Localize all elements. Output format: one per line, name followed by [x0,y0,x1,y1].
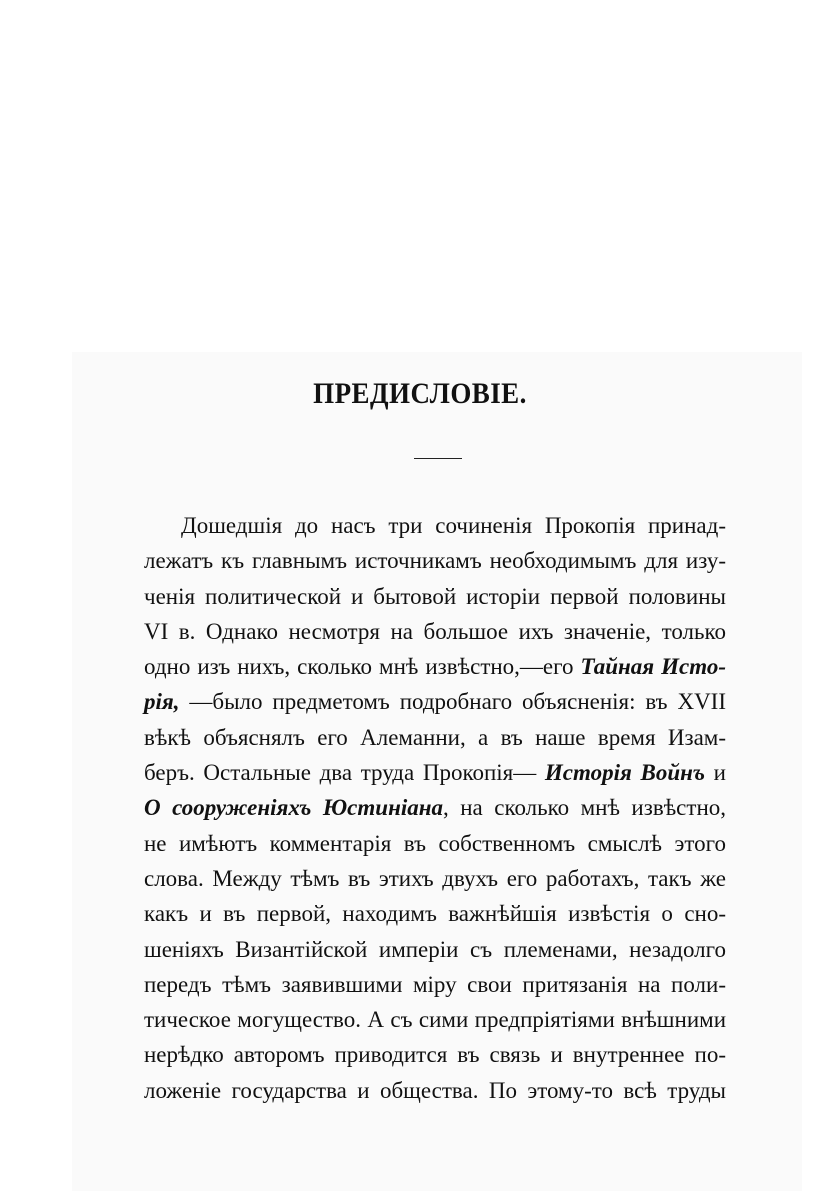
line-text: слова. Между тѣмъ въ этихъ двухъ его работахъ, такъ же [144,865,726,891]
line-text: передъ тѣмъ заявившими міру свои притязанія на поли- [144,971,726,997]
text-line [144,790,726,825]
italic-title-text: рія, [144,689,180,715]
body-paragraph [144,508,726,1108]
line-text: какъ и въ первой, находимъ важнѣйшія извѣстія о сно- [144,901,726,927]
text-line [144,614,726,649]
line-text: VI в. Однако несмотря на большое ихъ значеніе, только [144,618,726,644]
italic-title-text: О сооруженіяхъ Юстиніана [144,795,444,821]
text-line [144,543,726,578]
text-line [144,684,726,719]
line-text: шеніяхъ Византійской имперіи съ племенами, незадолго [144,936,726,962]
text-line [144,755,726,790]
line-text: и [705,760,726,786]
text-line [144,508,726,543]
title-divider [414,458,462,459]
italic-title-text: Тайная Исто- [580,654,726,680]
line-text: не имѣютъ комментарія въ собственномъ смыслѣ этого [144,830,726,856]
line-text: беръ. Остальные два труда Прокопія— [144,760,545,786]
text-line [144,649,726,684]
text-line [144,932,726,967]
line-text: вѣкѣ объяснялъ его Алеманни, а въ наше время Изам- [144,724,726,750]
line-text: , на сколько мнѣ извѣстно, [443,795,726,821]
text-line [144,1073,726,1108]
text-line [144,1002,726,1037]
line-text: —было предметомъ подробнаго объясненія: въ XVII [179,689,726,715]
text-line [144,896,726,931]
page-title: ПРЕДИСЛОВІЕ. [313,377,527,410]
text-line [144,1037,726,1072]
line-text: лежатъ къ главнымъ источникамъ необходимымъ для изу- [144,548,726,574]
line-text: ложеніе государства и общества. По этому-то всѣ труды [144,1077,726,1103]
text-line [144,967,726,1002]
line-text: нерѣдко авторомъ приводится въ связь и внутреннее по- [144,1042,726,1068]
italic-title-text: Исторія Войнъ [544,760,706,786]
text-line [144,579,726,614]
line-text: Дошедшія до насъ три сочиненія Прокопія принад- [181,513,726,538]
text-line [144,826,726,861]
line-text: тическое могущество. А съ сими предпріятіями внѣшними [144,1007,726,1033]
text-line [144,720,726,755]
line-text: ченія политической и бытовой исторіи первой половины [144,583,726,609]
line-text: одно изъ нихъ, сколько мнѣ извѣстно,—его [144,654,581,680]
text-line [144,861,726,896]
